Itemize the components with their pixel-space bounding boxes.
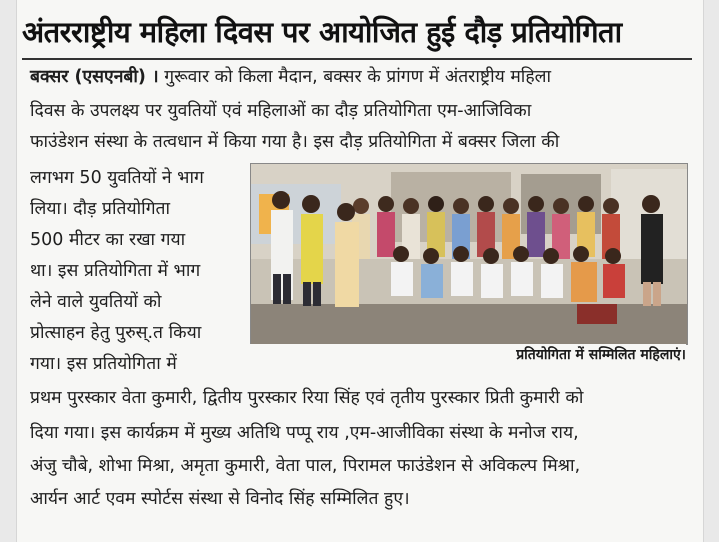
body-line-2: दिवस के उपलक्ष्य पर युवतियों एवं महिलाओं का दौड़ प्रतियोगिता एम-आजिविका	[30, 101, 532, 121]
body-line-1-text: गुरूवार को किला मैदान, बक्सर के प्रांगण में अंतराष्ट्रीय महिला	[164, 67, 552, 87]
column-line-4: था। इस प्रतियोगिता में भाग	[30, 261, 201, 281]
headline-divider	[22, 58, 692, 60]
body-line-5: दिया गया। इस कार्यक्रम में मुख्य अतिथि पप्पू राय ,एम-आजीविका संस्था के मनोज राय,	[30, 423, 579, 443]
column-line-7: गया। इस प्रतियोगिता में	[30, 354, 177, 374]
column-line-1: लगभग 50 युवतियों ने भाग	[30, 168, 204, 188]
photo-caption-text: प्रतियोगिता में सम्मिलित महिलाएं।	[510, 347, 686, 363]
column-line-6: प्रोत्साहन हेतु पुरुस्.त किया	[30, 323, 202, 343]
body-line-3: फाउंडेशन संस्था के तत्वधान में किया गया है। इस दौड़ प्रतियोगिता में बक्सर जिला की	[30, 132, 560, 152]
body-line-6: अंजु चौबे, शोभा मिश्रा, अमृता कुमारी, वेता पाल, पिरामल फाउंडेशन से अविकल्प मिश्रा,	[30, 456, 581, 476]
column-line-3: 500 मीटर का रखा गया	[30, 230, 186, 250]
body-line-7: आर्यन आर्ट एवम स्पोर्टस संस्था से विनोद सिंह सम्मिलित हुए।	[30, 489, 410, 509]
group-photo-illustration	[251, 164, 687, 344]
group-photo	[250, 163, 688, 345]
headline: अंतरराष्ट्रीय महिला दिवस पर आयोजित हुई दौड़ प्रतियोगिता	[22, 15, 622, 49]
column-line-2: लिया। दौड़ प्रतियोगिता	[30, 199, 171, 219]
body-line-1	[30, 64, 551, 90]
photo-caption	[250, 344, 686, 366]
column-line-5: लेने वाले युवतियों को	[30, 292, 162, 312]
dateline: बक्सर (एसएनबी) ।	[30, 67, 159, 87]
body-line-4: प्रथम पुरस्कार वेता कुमारी, द्वितीय पुरस्कार रिया सिंह एवं तृतीय पुरस्कार प्रिती कुमारी को	[30, 388, 584, 408]
